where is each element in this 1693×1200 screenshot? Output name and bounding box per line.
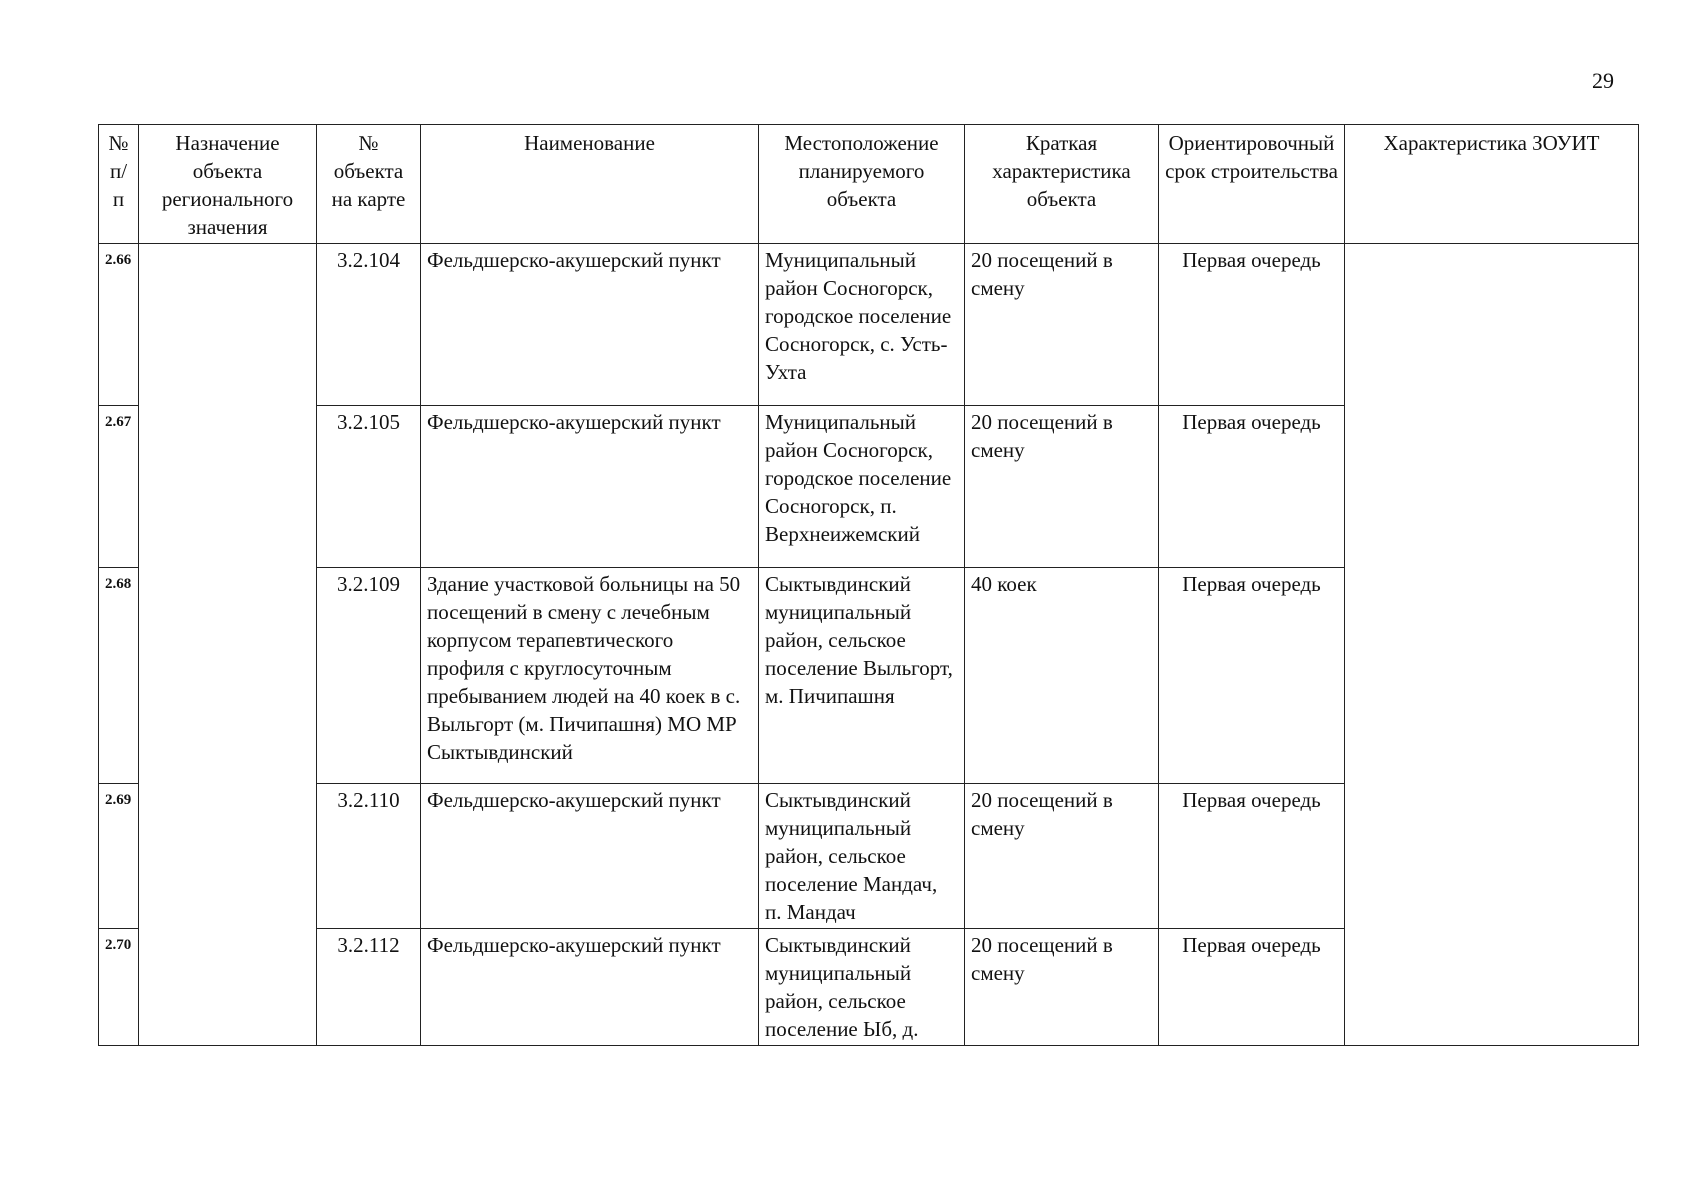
construction-term: Первая очередь (1159, 568, 1345, 784)
object-location: Муниципальный район Сосногорск, городское поселение Сосногорск, с. Усть-Ухта (759, 244, 965, 406)
header-purpose: Назначение объекта регионального значения (139, 125, 317, 244)
header-brief: Краткая характеристика объекта (965, 125, 1159, 244)
object-location: Сыктывдинский муниципальный район, сельское поселение Выльгорт, м. Пичипашня (759, 568, 965, 784)
object-brief: 20 посещений в смену (965, 784, 1159, 929)
row-number: 2.68 (99, 568, 139, 784)
construction-term: Первая очередь (1159, 244, 1345, 406)
map-number: 3.2.105 (317, 406, 421, 568)
page-number: 29 (1592, 68, 1614, 93)
construction-term: Первая очередь (1159, 929, 1345, 1046)
object-name: Фельдшерско-акушерский пункт (421, 929, 759, 1046)
header-num: № п/п (99, 125, 139, 244)
object-brief: 40 коек (965, 568, 1159, 784)
object-name: Фельдшерско-акушерский пункт (421, 406, 759, 568)
table-row (99, 244, 1639, 406)
construction-term: Первая очередь (1159, 784, 1345, 929)
row-number: 2.67 (99, 406, 139, 568)
header-location: Местоположение планируемого объекта (759, 125, 965, 244)
map-number: 3.2.110 (317, 784, 421, 929)
object-location: Сыктывдинский муниципальный район, сельское поселение Мандач, п. Мандач (759, 784, 965, 929)
object-brief: 20 посещений в смену (965, 244, 1159, 406)
header-term: Ориентировочный срок строительства (1159, 125, 1345, 244)
object-name: Фельдшерско-акушерский пункт (421, 784, 759, 929)
header-name: Наименование (421, 125, 759, 244)
object-brief: 20 посещений в смену (965, 929, 1159, 1046)
row-number: 2.66 (99, 244, 139, 406)
table-header-row (99, 125, 1639, 244)
object-name: Здание участковой больницы на 50 посещений в смену с лечебным корпусом терапевтического профиля с круглосуточным пребыванием людей на 40 коек в с. Выльгорт (м. Пичипашня) МО МР Сыктывдинский (421, 568, 759, 784)
zouit-cell (1345, 244, 1639, 1046)
header-zouit: Характеристика ЗОУИТ (1345, 125, 1639, 244)
object-name: Фельдшерско-акушерский пункт (421, 244, 759, 406)
object-location: Сыктывдинский муниципальный район, сельское поселение Ыб, д. (759, 929, 965, 1046)
construction-term: Первая очередь (1159, 406, 1345, 568)
row-number: 2.69 (99, 784, 139, 929)
map-number: 3.2.112 (317, 929, 421, 1046)
row-number: 2.70 (99, 929, 139, 1046)
object-brief: 20 посещений в смену (965, 406, 1159, 568)
map-number: 3.2.109 (317, 568, 421, 784)
purpose-cell (139, 244, 317, 1046)
map-number: 3.2.104 (317, 244, 421, 406)
header-map-num: № объекта на карте (317, 125, 421, 244)
objects-table (98, 124, 1639, 1046)
object-location: Муниципальный район Сосногорск, городское поселение Сосногорск, п. Верхнеижемский (759, 406, 965, 568)
